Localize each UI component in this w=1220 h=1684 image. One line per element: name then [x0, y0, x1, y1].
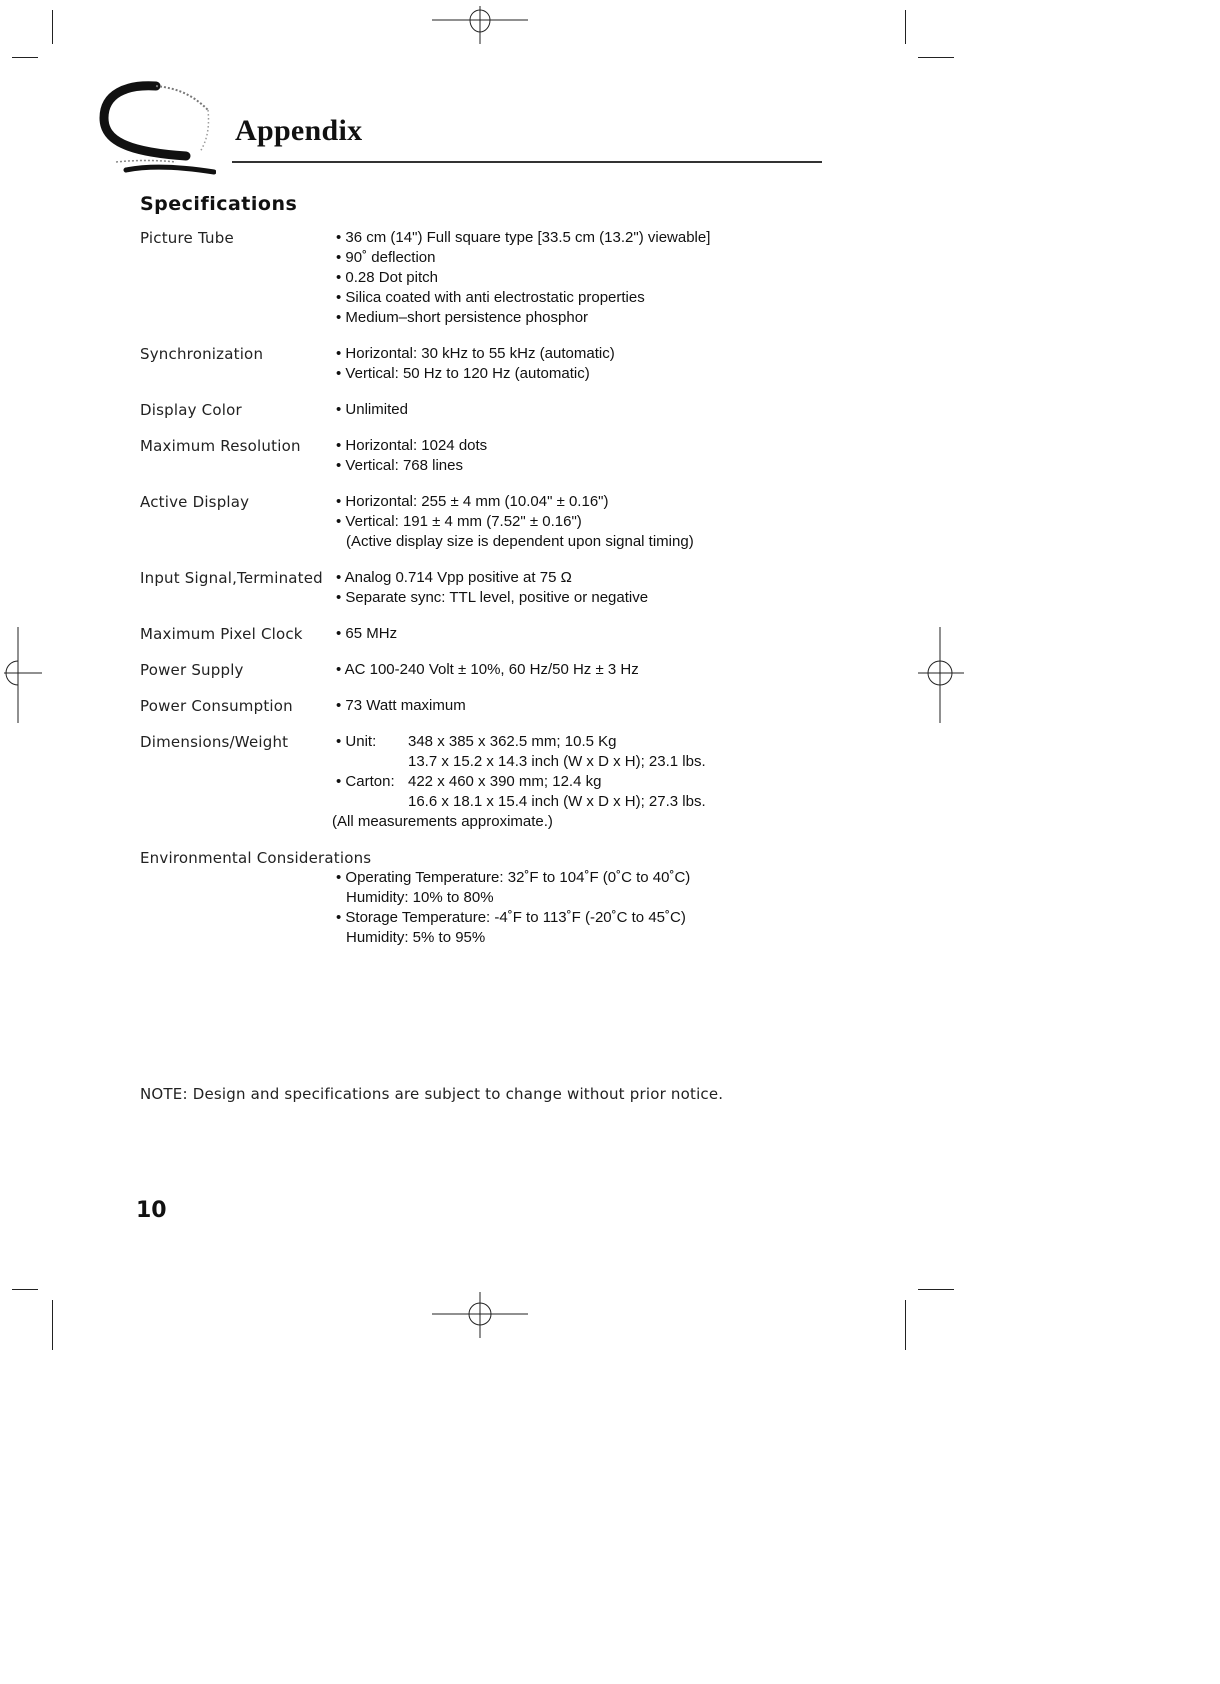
spec-label: Display Color — [140, 401, 242, 419]
specifications-table — [140, 228, 840, 948]
dimension-carton-row — [336, 772, 840, 792]
spec-value: • Analog 0.714 Vpp positive at 75 Ω — [336, 569, 572, 586]
spec-value: • Vertical: 50 Hz to 120 Hz (automatic) — [336, 365, 590, 382]
registration-mark-bottom-icon — [430, 1290, 530, 1340]
spec-values — [336, 696, 840, 716]
spec-row-maximum-resolution — [140, 436, 840, 476]
spec-label: Power Supply — [140, 661, 244, 679]
spec-value: • Operating Temperature: 32˚F to 104˚F (0˚C to 40˚C) — [336, 869, 691, 886]
spec-value: Humidity: 10% to 80% — [346, 889, 494, 906]
spec-row-picture-tube — [140, 228, 840, 328]
spec-value: • Silica coated with anti electrostatic properties — [336, 289, 645, 306]
spec-label: Power Consumption — [140, 697, 293, 715]
spec-label: Environmental Considerations — [140, 849, 372, 867]
dimension-value: 422 x 460 x 390 mm; 12.4 kg — [408, 773, 602, 790]
crop-mark — [52, 10, 53, 44]
spec-value: • 65 MHz — [336, 625, 398, 642]
spec-row-power-supply — [140, 660, 840, 680]
title-divider — [232, 161, 822, 163]
spec-value: • Vertical: 191 ± 4 mm (7.52" ± 0.16") — [336, 513, 582, 530]
spec-row-synchronization — [140, 344, 840, 384]
spec-value: • Horizontal: 30 kHz to 55 kHz (automatic) — [336, 345, 615, 362]
dimension-carton-row — [336, 792, 840, 812]
dimension-value: 16.6 x 18.1 x 15.4 inch (W x D x H); 27.3 lbs. — [408, 793, 706, 810]
registration-mark-top-icon — [430, 6, 530, 46]
dimension-value: 13.7 x 15.2 x 14.3 inch (W x D x H); 23.1 lbs. — [408, 753, 706, 770]
spec-value: • 0.28 Dot pitch — [336, 269, 438, 286]
spec-values — [336, 624, 840, 644]
spec-label: Maximum Pixel Clock — [140, 625, 303, 643]
registration-mark-right-icon — [916, 625, 966, 725]
spec-values — [336, 436, 840, 476]
spec-value: • Separate sync: TTL level, positive or negative — [336, 589, 649, 606]
spec-values — [336, 868, 840, 948]
spec-row-display-color — [140, 400, 840, 420]
dimension-key: • Carton: — [336, 773, 395, 790]
spec-value: • Unlimited — [336, 401, 408, 418]
crop-mark — [905, 10, 906, 44]
spec-value: • 73 Watt maximum — [336, 697, 466, 714]
spec-label: Dimensions/Weight — [140, 733, 289, 751]
crop-mark — [12, 57, 38, 58]
spec-value: • Storage Temperature: -4˚F to 113˚F (-20˚C to 45˚C) — [336, 909, 686, 926]
dimension-note: (All measurements approximate.) — [332, 813, 553, 830]
spec-values — [336, 660, 840, 680]
spec-label: Synchronization — [140, 345, 264, 363]
spec-label: Picture Tube — [140, 229, 234, 247]
spec-value: • Horizontal: 255 ± 4 mm (10.04" ± 0.16") — [336, 493, 609, 510]
crop-mark — [918, 1289, 954, 1290]
spec-values — [336, 492, 840, 552]
spec-row-input-signal — [140, 568, 840, 608]
page-number: 10 — [136, 1198, 167, 1223]
spec-values — [332, 732, 840, 832]
spec-row-power-consumption — [140, 696, 840, 716]
spec-values — [336, 568, 840, 608]
spec-values — [336, 400, 840, 420]
spec-value: • Vertical: 768 lines — [336, 457, 463, 474]
crop-mark — [905, 1300, 906, 1350]
spec-row-maximum-pixel-clock — [140, 624, 840, 644]
spec-label: Input Signal,Terminated — [140, 569, 323, 587]
dimension-unit-row — [336, 732, 840, 752]
spec-row-environmental — [140, 848, 840, 948]
spec-value: • 36 cm (14") Full square type [33.5 cm (13.2") viewable] — [336, 229, 711, 246]
crop-mark — [52, 1300, 53, 1350]
footnote: NOTE: Design and specifications are subject to change without prior notice. — [140, 1085, 724, 1103]
spec-value: • AC 100-240 Volt ± 10%, 60 Hz/50 Hz ± 3 Hz — [336, 661, 639, 678]
section-heading: Specifications — [140, 193, 298, 215]
spec-value: • Medium–short persistence phosphor — [336, 309, 589, 326]
spec-row-active-display — [140, 492, 840, 552]
dimension-unit-row — [336, 752, 840, 772]
spec-value: • Horizontal: 1024 dots — [336, 437, 488, 454]
spec-label: Active Display — [140, 493, 250, 511]
registration-mark-left-icon — [4, 625, 44, 725]
spec-label: Maximum Resolution — [140, 437, 301, 455]
crop-mark — [12, 1289, 38, 1290]
spec-value: (Active display size is dependent upon signal timing) — [346, 533, 694, 550]
dimension-value: 348 x 385 x 362.5 mm; 10.5 Kg — [408, 733, 617, 750]
crop-mark — [918, 57, 954, 58]
spec-values — [336, 228, 840, 328]
appendix-swoosh-icon — [96, 80, 216, 180]
spec-value: • 90˚ deflection — [336, 249, 436, 266]
spec-row-dimensions-weight — [140, 732, 840, 832]
dimension-key: • Unit: — [336, 733, 377, 750]
page-title: Appendix — [235, 114, 363, 147]
spec-values — [336, 344, 840, 384]
spec-value: Humidity: 5% to 95% — [346, 929, 486, 946]
